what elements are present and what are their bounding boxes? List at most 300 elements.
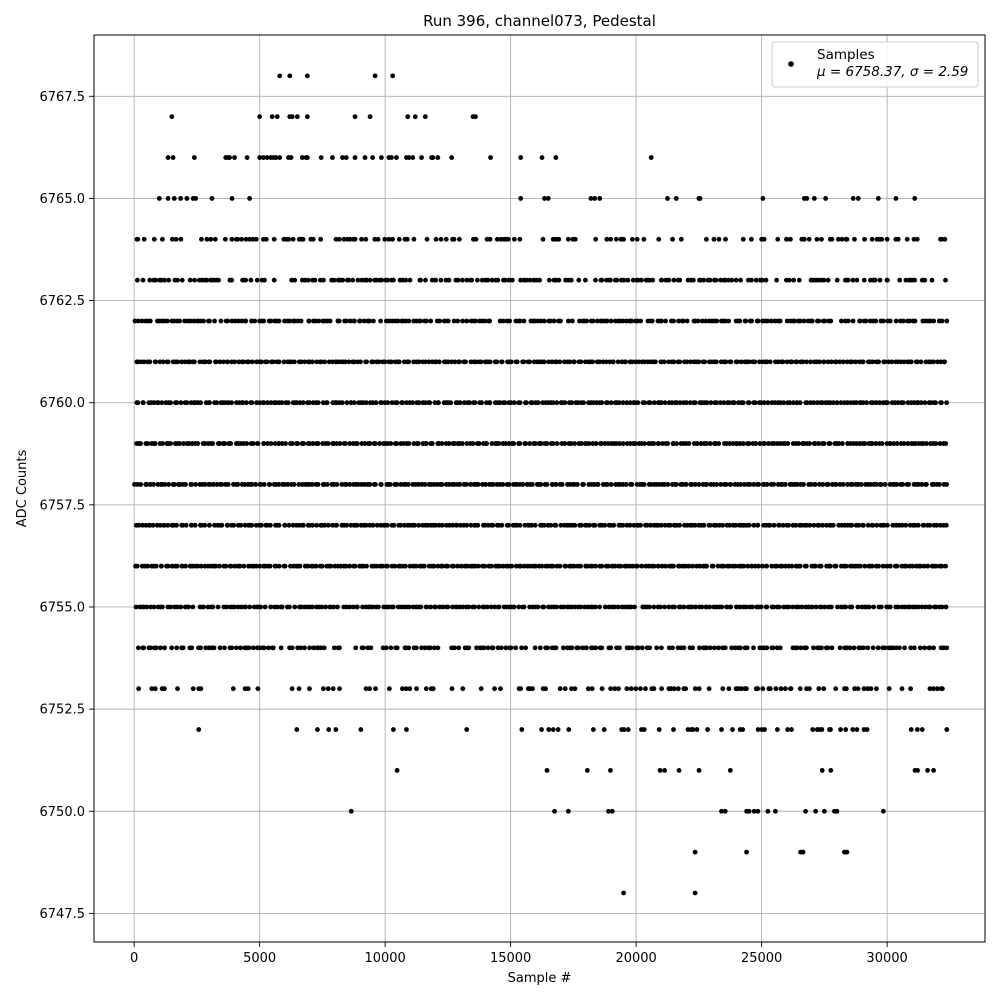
data-point [295, 114, 300, 119]
data-point [676, 686, 681, 691]
data-point [186, 605, 191, 610]
data-point [617, 645, 622, 650]
data-point [337, 237, 342, 242]
data-point [290, 686, 295, 691]
data-point [759, 605, 764, 610]
data-point [642, 400, 647, 405]
data-point [865, 645, 870, 650]
data-point [408, 278, 413, 283]
data-point [775, 727, 780, 732]
data-point [533, 523, 538, 528]
data-point [306, 278, 311, 283]
data-point [141, 645, 146, 650]
data-point [855, 727, 860, 732]
data-point [592, 196, 597, 201]
data-point [540, 155, 545, 160]
data-point [418, 605, 423, 610]
legend-marker [788, 61, 794, 67]
data-point [590, 686, 595, 691]
data-point [277, 73, 282, 78]
data-point [578, 564, 583, 569]
data-point [152, 237, 157, 242]
data-point [353, 564, 358, 569]
data-point [633, 686, 638, 691]
data-point [556, 727, 561, 732]
data-point [344, 523, 349, 528]
data-point [147, 359, 152, 364]
data-point [879, 237, 884, 242]
data-point [135, 564, 140, 569]
data-point [901, 400, 906, 405]
data-point [136, 645, 141, 650]
data-point [569, 278, 574, 283]
data-point [629, 686, 634, 691]
data-point [166, 564, 171, 569]
data-point [741, 441, 746, 446]
data-point [858, 564, 863, 569]
data-point [609, 319, 614, 324]
data-point [611, 359, 616, 364]
data-point [851, 196, 856, 201]
data-point [223, 564, 228, 569]
data-point [430, 441, 435, 446]
data-point [734, 278, 739, 283]
data-point [864, 319, 869, 324]
data-point [395, 645, 400, 650]
data-point [166, 482, 171, 487]
data-point [277, 523, 282, 528]
data-point [151, 482, 156, 487]
data-point [290, 114, 295, 119]
data-point [466, 645, 471, 650]
data-point [702, 359, 707, 364]
data-point [728, 605, 733, 610]
data-point [704, 482, 709, 487]
data-point [747, 400, 752, 405]
data-point [608, 278, 613, 283]
data-point [632, 605, 637, 610]
data-point [292, 482, 297, 487]
data-point [148, 319, 153, 324]
data-point [389, 645, 394, 650]
data-point [624, 482, 629, 487]
data-point [625, 278, 630, 283]
data-point [225, 319, 230, 324]
data-point [135, 400, 140, 405]
data-point [405, 237, 410, 242]
data-point [593, 564, 598, 569]
data-point [674, 196, 679, 201]
data-point [925, 564, 930, 569]
data-point [593, 237, 598, 242]
data-point [873, 319, 878, 324]
data-point [192, 155, 197, 160]
data-point [849, 523, 854, 528]
data-point [316, 482, 321, 487]
data-point [350, 278, 355, 283]
data-point [259, 523, 264, 528]
data-point [819, 645, 824, 650]
data-point [189, 645, 194, 650]
data-point [878, 278, 883, 283]
data-point [385, 564, 390, 569]
data-point [843, 605, 848, 610]
data-point [353, 114, 358, 119]
data-point [283, 441, 288, 446]
data-point [218, 645, 223, 650]
data-point [741, 237, 746, 242]
data-point [671, 319, 676, 324]
data-point [494, 359, 499, 364]
data-point [626, 727, 631, 732]
data-point [829, 605, 834, 610]
data-point [578, 359, 583, 364]
data-point [764, 645, 769, 650]
data-point [896, 237, 901, 242]
data-point [244, 400, 249, 405]
data-point [498, 686, 503, 691]
data-point [804, 645, 809, 650]
data-point [594, 441, 599, 446]
data-point [476, 482, 481, 487]
data-point [608, 237, 613, 242]
data-point [556, 237, 561, 242]
data-point [768, 686, 773, 691]
data-point [370, 523, 375, 528]
data-point [363, 155, 368, 160]
data-point [554, 645, 559, 650]
data-point [880, 441, 885, 446]
data-point [729, 278, 734, 283]
data-point [545, 441, 550, 446]
data-point [643, 686, 648, 691]
data-point [539, 727, 544, 732]
data-point [450, 686, 455, 691]
data-point [168, 441, 173, 446]
data-point [412, 237, 417, 242]
data-point [518, 400, 523, 405]
data-point [619, 237, 624, 242]
data-point [183, 564, 188, 569]
data-point [647, 645, 652, 650]
data-point [479, 359, 484, 364]
data-point [437, 319, 442, 324]
data-point [448, 400, 453, 405]
data-point [850, 727, 855, 732]
data-point [473, 114, 478, 119]
data-point [940, 686, 945, 691]
data-point [153, 441, 158, 446]
data-point [804, 359, 809, 364]
data-point [289, 155, 294, 160]
data-point [245, 155, 250, 160]
data-point [201, 319, 206, 324]
data-point [816, 686, 821, 691]
data-point [642, 482, 647, 487]
data-point [384, 645, 389, 650]
data-point [723, 237, 728, 242]
data-point [621, 891, 626, 896]
data-point [373, 73, 378, 78]
data-point [183, 482, 188, 487]
data-point [663, 400, 668, 405]
data-point [777, 605, 782, 610]
data-point [207, 523, 212, 528]
data-point [812, 196, 817, 201]
data-point [141, 278, 146, 283]
data-point [859, 482, 864, 487]
data-point [714, 359, 719, 364]
data-point [301, 400, 306, 405]
data-point [665, 441, 670, 446]
data-point [374, 400, 379, 405]
data-point [723, 359, 728, 364]
data-point [295, 441, 300, 446]
data-point [834, 564, 839, 569]
data-point [557, 564, 562, 569]
data-point [774, 278, 779, 283]
data-point [277, 564, 282, 569]
data-point [557, 278, 562, 283]
data-point [180, 278, 185, 283]
data-point [944, 319, 949, 324]
data-point [822, 441, 827, 446]
data-point [352, 319, 357, 324]
data-point [191, 686, 196, 691]
data-point [707, 686, 712, 691]
data-point [865, 727, 870, 732]
data-point [672, 278, 677, 283]
data-point [729, 359, 734, 364]
data-point [315, 727, 320, 732]
data-point [764, 278, 769, 283]
data-point [569, 400, 574, 405]
data-point [418, 319, 423, 324]
data-point [166, 278, 171, 283]
data-point [231, 686, 236, 691]
data-point [460, 441, 465, 446]
data-point [430, 155, 435, 160]
data-point [915, 727, 920, 732]
data-point [439, 237, 444, 242]
data-point [551, 727, 556, 732]
data-point [286, 400, 291, 405]
data-point [641, 237, 646, 242]
data-point [597, 605, 602, 610]
data-point [931, 319, 936, 324]
data-point [928, 523, 933, 528]
data-point [841, 482, 846, 487]
data-point [798, 400, 803, 405]
data-point [314, 523, 319, 528]
data-point [861, 359, 866, 364]
data-point [909, 359, 914, 364]
data-point [562, 441, 567, 446]
data-point [541, 605, 546, 610]
data-point [651, 441, 656, 446]
data-point [244, 441, 249, 446]
data-point [881, 319, 886, 324]
data-point [444, 237, 449, 242]
data-point [944, 482, 949, 487]
data-point [743, 319, 748, 324]
data-point [638, 523, 643, 528]
data-point [389, 155, 394, 160]
data-point [166, 359, 171, 364]
data-point [458, 400, 463, 405]
data-point [659, 645, 664, 650]
data-point [750, 605, 755, 610]
data-point [488, 359, 493, 364]
data-point [851, 319, 856, 324]
data-point [659, 319, 664, 324]
data-point [286, 237, 291, 242]
data-point [407, 686, 412, 691]
data-point [671, 564, 676, 569]
data-point [944, 605, 949, 610]
data-point [654, 645, 659, 650]
data-point [307, 319, 312, 324]
data-point [456, 645, 461, 650]
data-point [301, 523, 306, 528]
data-point [798, 564, 803, 569]
data-point [662, 605, 667, 610]
data-point [753, 441, 758, 446]
data-point [944, 645, 949, 650]
data-point [846, 278, 851, 283]
data-point [387, 686, 392, 691]
data-point [608, 768, 613, 773]
data-point [153, 686, 158, 691]
data-point [473, 319, 478, 324]
data-point [783, 686, 788, 691]
data-point [768, 359, 773, 364]
data-point [693, 891, 698, 896]
data-point [277, 319, 282, 324]
data-point [207, 400, 212, 405]
data-point [253, 482, 258, 487]
data-point [913, 319, 918, 324]
data-point [810, 319, 815, 324]
data-point [775, 237, 780, 242]
data-point [916, 523, 921, 528]
data-point [277, 155, 282, 160]
data-point [788, 237, 793, 242]
data-point [517, 441, 522, 446]
data-point [802, 319, 807, 324]
data-point [495, 278, 500, 283]
data-point [638, 686, 643, 691]
data-point [162, 686, 167, 691]
data-point [379, 155, 384, 160]
data-point [268, 523, 273, 528]
data-point [290, 645, 295, 650]
data-point [431, 686, 436, 691]
data-point [397, 237, 402, 242]
data-point [138, 482, 143, 487]
data-point [337, 319, 342, 324]
data-point [599, 564, 604, 569]
data-point [287, 73, 292, 78]
data-point [697, 686, 702, 691]
data-point [243, 278, 248, 283]
data-point [649, 155, 654, 160]
data-point [618, 564, 623, 569]
data-point [747, 523, 752, 528]
data-point [697, 768, 702, 773]
data-point [313, 278, 318, 283]
data-point [405, 114, 410, 119]
data-point [640, 645, 645, 650]
data-point [723, 809, 728, 814]
data-point [749, 237, 754, 242]
data-point [738, 645, 743, 650]
data-point [720, 523, 725, 528]
data-point [434, 237, 439, 242]
data-point [422, 564, 427, 569]
data-point [590, 359, 595, 364]
data-point [515, 359, 520, 364]
data-point [153, 359, 158, 364]
data-point [630, 482, 635, 487]
data-point [451, 564, 456, 569]
data-point [798, 686, 803, 691]
data-point [923, 400, 928, 405]
data-point [228, 441, 233, 446]
data-point [509, 645, 514, 650]
data-point [392, 523, 397, 528]
data-point [611, 523, 616, 528]
data-point [888, 605, 893, 610]
data-point [828, 237, 833, 242]
data-point [912, 237, 917, 242]
data-point [178, 605, 183, 610]
data-point [895, 564, 900, 569]
data-point [547, 278, 552, 283]
data-point [395, 400, 400, 405]
data-point [391, 278, 396, 283]
data-point [820, 768, 825, 773]
data-point [250, 359, 255, 364]
data-point [322, 645, 327, 650]
data-point [255, 278, 260, 283]
data-point [658, 768, 663, 773]
data-point [373, 686, 378, 691]
data-point [714, 482, 719, 487]
data-point [326, 523, 331, 528]
y-tick-label: 6750.0 [39, 804, 85, 820]
data-point [560, 482, 565, 487]
data-point [297, 564, 302, 569]
x-tick-label: 10000 [364, 951, 406, 966]
data-point [363, 237, 368, 242]
data-point [566, 727, 571, 732]
data-point [368, 278, 373, 283]
data-point [248, 278, 253, 283]
data-point [542, 319, 547, 324]
data-point [638, 319, 643, 324]
data-point [648, 400, 653, 405]
data-point [316, 319, 321, 324]
data-point [457, 359, 462, 364]
data-point [404, 727, 409, 732]
data-point [522, 605, 527, 610]
data-point [325, 400, 330, 405]
data-point [716, 645, 721, 650]
data-point [609, 482, 614, 487]
data-point [437, 359, 442, 364]
data-point [238, 645, 243, 650]
